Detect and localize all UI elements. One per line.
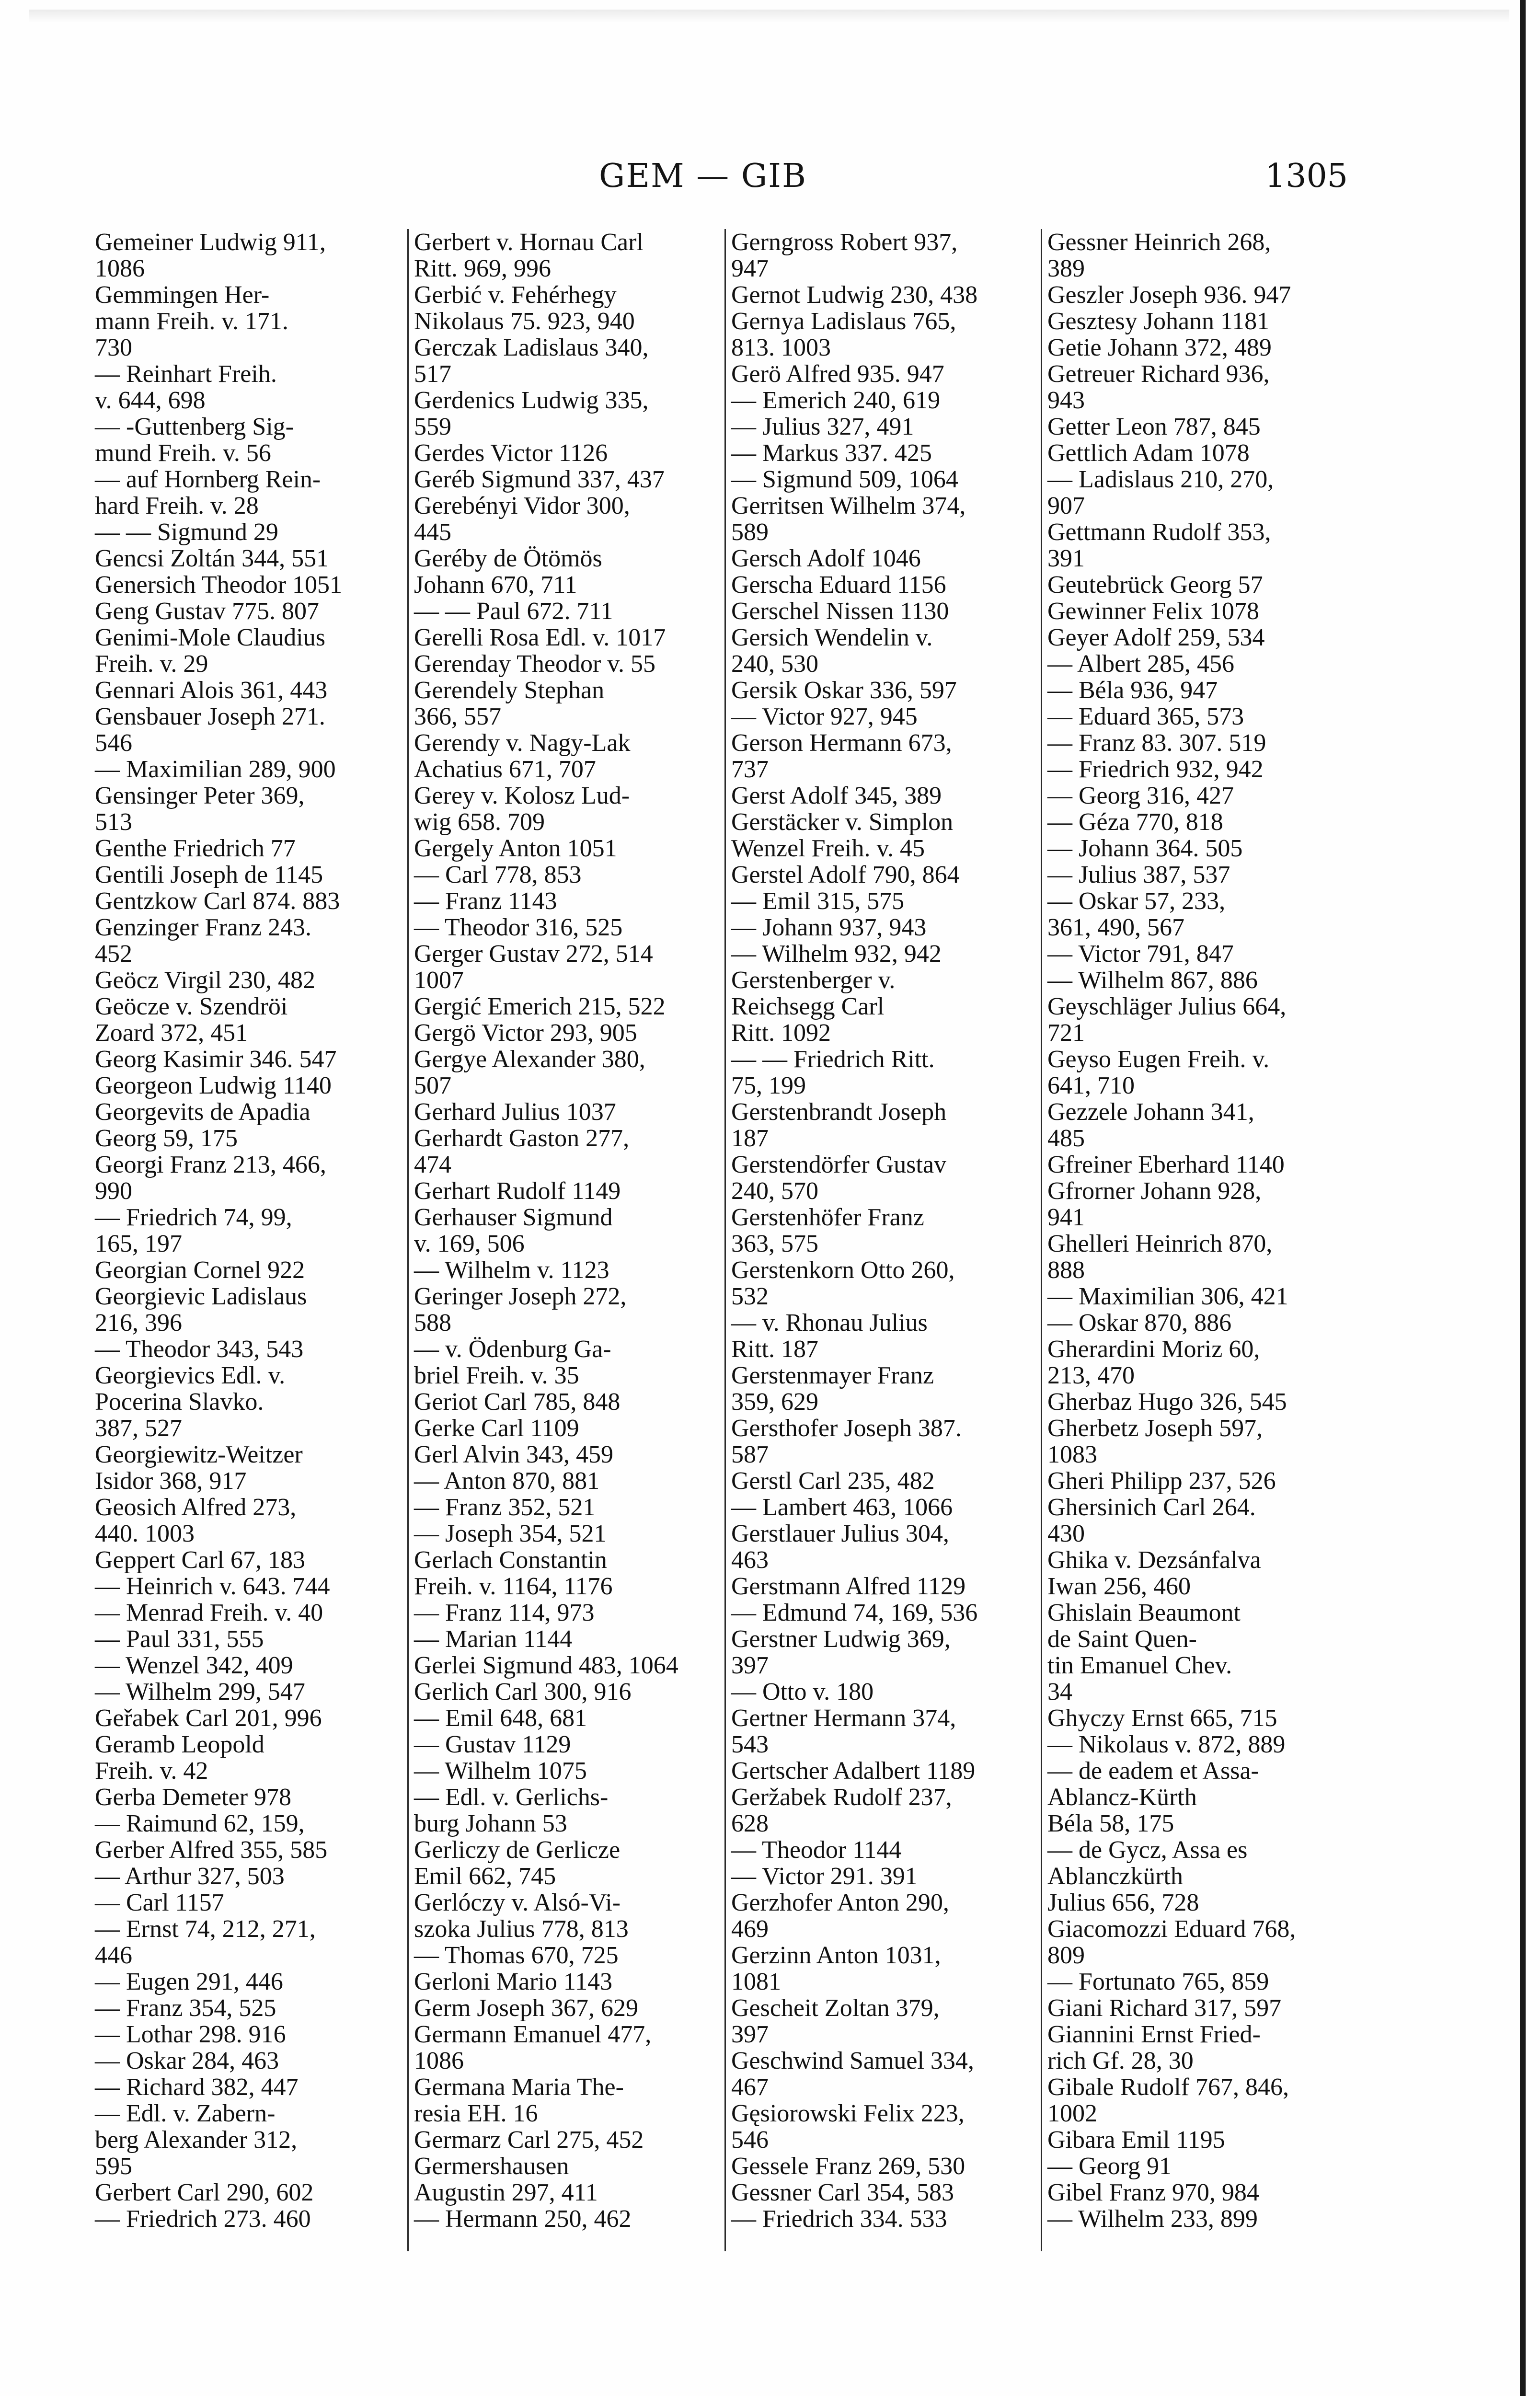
index-entry: — Carl 1157 (95, 1889, 224, 1916)
index-entry: Geyso Eugen Freih. v. 641, 710 (1047, 1046, 1270, 1099)
index-entry: Genimi-Mole Claudius Freih. v. 29 (95, 624, 325, 678)
index-entry: Gibara Emil 1195 (1047, 2126, 1225, 2154)
index-entry: — Wilhelm 932, 942 (731, 940, 942, 968)
index-entry: — auf Hornberg Rein- hard Freih. v. 28 (95, 466, 321, 519)
index-entry: Gernot Ludwig 230, 438 (731, 281, 978, 309)
index-entry: Gerlóczy v. Alsó-Vi- szoka Julius 778, 813 (414, 1889, 629, 1943)
index-entry: Gewinner Felix 1078 (1047, 598, 1259, 625)
index-entry: Gesztesy Johann 1181 (1047, 308, 1270, 335)
index-entry: Ghelleri Heinrich 870, 888 (1047, 1230, 1273, 1284)
index-entry: — Paul 331, 555 (95, 1625, 264, 1653)
index-entry: Gerlach Constantin Freih. v. 1164, 1176 (414, 1546, 613, 1600)
index-entry: — Wilhelm 233, 899 (1047, 2205, 1258, 2233)
index-entry: Ghika v. Dezsánfalva Iwan 256, 460 (1047, 1546, 1261, 1600)
index-entry: — Friedrich 74, 99, 165, 197 (95, 1204, 292, 1257)
index-entry: Gescheit Zoltan 379, 397 (731, 1994, 940, 2048)
index-entry: — Ladislaus 210, 270, 907 (1047, 466, 1274, 519)
index-entry: Gergye Alexander 380, 507 (414, 1046, 645, 1099)
index-entry: — Wilhelm 867, 886 (1047, 967, 1258, 994)
index-entry: Gerhardt Gaston 277, 474 (414, 1125, 630, 1178)
index-entry: Gerdes Victor 1126 (414, 439, 608, 467)
index-entry: Germann Emanuel 477, 1086 (414, 2021, 652, 2074)
index-entry: Gherardini Moriz 60, 213, 470 (1047, 1336, 1260, 1389)
index-entry: — Joseph 354, 521 (414, 1520, 607, 1547)
index-entry: Gheri Philipp 237, 526 (1047, 1467, 1276, 1495)
index-entry: — Lothar 298. 916 (95, 2021, 286, 2048)
index-entry: — Emil 648, 681 (414, 1705, 587, 1732)
index-entry: Gezzele Johann 341, 485 (1047, 1098, 1254, 1152)
index-entry: Getreuer Richard 936, 943 (1047, 360, 1270, 414)
index-entry: — Menrad Freih. v. 40 (95, 1599, 323, 1626)
index-entry: — Johann 937, 943 (731, 914, 927, 941)
index-entry: Geramb Leopold Freih. v. 42 (95, 1731, 264, 1785)
index-entry: — Markus 337. 425 (731, 439, 932, 467)
index-entry: Geyschläger Julius 664, 721 (1047, 993, 1287, 1047)
index-entry: — Theodor 343, 543 (95, 1336, 304, 1363)
index-entry: Gersthofer Joseph 387. 587 (731, 1415, 962, 1468)
index-entry: Gerzinn Anton 1031, 1081 (731, 1942, 941, 1995)
index-entry: Geringer Joseph 272, 588 (414, 1283, 627, 1336)
index-entry: — Eduard 365, 573 (1047, 703, 1244, 730)
page-edge-shadow (29, 10, 1509, 23)
index-entry: Gerl Alvin 343, 459 (414, 1441, 613, 1468)
index-entry: Gęsiorowski Felix 223, 546 (731, 2100, 965, 2154)
index-entry: — Géza 770, 818 (1047, 808, 1223, 836)
index-entry: Genersich Theodor 1051 (95, 571, 343, 599)
index-entry: — Edl. v. Zabern- berg Alexander 312, 595 (95, 2100, 298, 2180)
index-entry: — Friedrich 334. 533 (731, 2205, 947, 2233)
index-entry: Getie Johann 372, 489 (1047, 334, 1272, 361)
index-entry: — Raimund 62, 159, (95, 1810, 305, 1837)
index-entry: Geriot Carl 785, 848 (414, 1388, 621, 1416)
index-entry: Gerstenbrandt Joseph 187 (731, 1098, 947, 1152)
index-entry: Giani Richard 317, 597 (1047, 1994, 1282, 2022)
index-entry: Gerelli Rosa Edl. v. 1017 (414, 624, 666, 651)
index-entry: Gessele Franz 269, 530 (731, 2153, 965, 2180)
index-entry: Gerst Adolf 345, 389 (731, 782, 942, 809)
index-entry: Genzinger Franz 243. 452 (95, 914, 311, 968)
index-entry: — Ernst 74, 212, 271, 446 (95, 1915, 316, 1969)
index-entry: Getter Leon 787, 845 (1047, 413, 1261, 440)
index-entry: Gerzhofer Anton 290, 469 (731, 1889, 949, 1943)
index-entry: Gherbetz Joseph 597, 1083 (1047, 1415, 1263, 1468)
index-entry: Georgian Cornel 922 (95, 1256, 305, 1284)
index-entry: — v. Ödenburg Ga- briel Freih. v. 35 (414, 1336, 611, 1389)
index-entry: Gersich Wendelin v. 240, 530 (731, 624, 933, 678)
index-entry: Giacomozzi Eduard 768, 809 (1047, 1915, 1296, 1969)
index-entry: Germarz Carl 275, 452 (414, 2126, 644, 2154)
index-entry: — Maximilian 289, 900 (95, 756, 336, 783)
index-entry: — Julius 387, 537 (1047, 861, 1230, 888)
index-entry: Gerger Gustav 272, 514 1007 (414, 940, 653, 994)
index-entry: Gerö Alfred 935. 947 (731, 360, 944, 388)
index-entry: Gerhart Rudolf 1149 (414, 1177, 621, 1205)
index-entry: Geréby de Ötömös Johann 670, 711 (414, 545, 602, 599)
index-entry: — Richard 382, 447 (95, 2073, 299, 2101)
index-entry: — Nikolaus v. 872, 889 (1047, 1731, 1286, 1758)
index-entry: Gergely Anton 1051 (414, 835, 617, 862)
index-entry: Geutebrück Georg 57 (1047, 571, 1263, 599)
index-entry: Georg Kasimir 346. 547 (95, 1046, 337, 1073)
index-entry: Gherbaz Hugo 326, 545 (1047, 1388, 1287, 1416)
index-entry: — Julius 327, 491 (731, 413, 914, 440)
index-column-3 (731, 229, 1038, 2232)
index-entry: Gerhauser Sigmund v. 169, 506 (414, 1204, 613, 1257)
index-entry: Giannini Ernst Fried- rich Gf. 28, 30 (1047, 2021, 1261, 2074)
index-column-2 (414, 229, 721, 2232)
index-entry: Geřabek Carl 201, 996 (95, 1705, 322, 1732)
index-entry: Georgievics Edl. v. Pocerina Slavko. 387, 527 (95, 1362, 286, 1442)
index-entry: Gerbert v. Hornau Carl Ritt. 969, 996 (414, 229, 644, 282)
index-entry: Gerloni Mario 1143 (414, 1968, 612, 1995)
index-entry: — Wilhelm v. 1123 (414, 1256, 609, 1284)
index-entry: — Oskar 284, 463 (95, 2047, 279, 2074)
index-entry: Geosich Alfred 273, 440. 1003 (95, 1494, 297, 1547)
index-entry: Gerlich Carl 300, 916 (414, 1678, 632, 1705)
index-entry: Gemeiner Ludwig 911, 1086 (95, 229, 326, 282)
index-entry: Germershausen Augustin 297, 411 (414, 2153, 598, 2206)
index-entry: — -Guttenberg Sig- mund Freih. v. 56 (95, 413, 294, 467)
index-entry: — Oskar 870, 886 (1047, 1309, 1232, 1336)
index-entry: Gettmann Rudolf 353, 391 (1047, 518, 1271, 572)
index-entry: Gerenday Theodor v. 55 (414, 650, 655, 678)
index-entry: — Victor 791, 847 (1047, 940, 1234, 968)
column-divider (407, 229, 409, 2251)
index-entry: — Theodor 1144 (731, 1836, 902, 1864)
index-entry: Geöcz Virgil 230, 482 (95, 967, 316, 994)
index-entry: Gfreiner Eberhard 1140 (1047, 1151, 1285, 1178)
index-entry: Geschwind Samuel 334, 467 (731, 2047, 974, 2101)
index-entry: Geréb Sigmund 337, 437 (414, 466, 665, 493)
index-entry: Geržabek Rudolf 237, 628 (731, 1784, 952, 1837)
index-entry: Germ Joseph 367, 629 (414, 1994, 638, 2022)
index-entry: — v. Rhonau Julius Ritt. 187 (731, 1309, 928, 1363)
index-entry: Gettlich Adam 1078 (1047, 439, 1250, 467)
index-entry: Geyer Adolf 259, 534 (1047, 624, 1265, 651)
index-entry: — Edmund 74, 169, 536 (731, 1599, 978, 1626)
index-entry: — Wenzel 342, 409 (95, 1652, 293, 1679)
index-entry: Gibel Franz 970, 984 (1047, 2179, 1259, 2206)
index-entry: Germana Maria The- resia EH. 16 (414, 2073, 624, 2127)
index-entry: — Reinhart Freih. v. 644, 698 (95, 360, 277, 414)
index-entry: — — Paul 672. 711 (414, 598, 613, 625)
index-entry: Gersik Oskar 336, 597 (731, 677, 957, 704)
index-entry: Gerstenberger v. Reichsegg Carl Ritt. 1092 (731, 967, 896, 1047)
index-entry: Genthe Friedrich 77 (95, 835, 296, 862)
index-entry: Gerngross Robert 937, 947 (731, 229, 958, 282)
running-header: GEM — GIB (599, 157, 807, 195)
index-entry: Geppert Carl 67, 183 (95, 1546, 306, 1574)
index-entry: — Otto v. 180 (731, 1678, 874, 1705)
index-entry: — Friedrich 273. 460 (95, 2205, 311, 2233)
index-entry: — Franz 1143 (414, 887, 557, 915)
index-entry: Georgi Franz 213, 466, 990 (95, 1151, 326, 1205)
index-entry: — Emil 315, 575 (731, 887, 905, 915)
index-entry: — Georg 316, 427 (1047, 782, 1234, 809)
index-entry: — Hermann 250, 462 (414, 2205, 632, 2233)
index-entry: — Victor 291. 391 (731, 1863, 918, 1890)
index-entry: Gerczak Ladislaus 340, 517 (414, 334, 649, 388)
index-entry: — Oskar 57, 233, 361, 490, 567 (1047, 887, 1226, 941)
index-entry: Gersch Adolf 1046 (731, 545, 921, 572)
index-entry: Gerschel Nissen 1130 (731, 598, 949, 625)
index-entry: Georgeon Ludwig 1140 (95, 1072, 332, 1099)
column-divider (1041, 229, 1042, 2251)
index-entry: — Carl 778, 853 (414, 861, 582, 888)
index-entry: — Béla 936, 947 (1047, 677, 1218, 704)
index-entry: — Albert 285, 456 (1047, 650, 1234, 678)
index-entry: Gerbić v. Fehérhegy Nikolaus 75. 923, 940 (414, 281, 635, 335)
index-entry: — Franz 352, 521 (414, 1494, 596, 1521)
index-entry: Geszler Joseph 936. 947 (1047, 281, 1291, 309)
index-entry: Gerstl Carl 235, 482 (731, 1467, 935, 1495)
index-entry: Gerstel Adolf 790, 864 (731, 861, 960, 888)
index-entry: — Friedrich 932, 942 (1047, 756, 1264, 783)
index-entry: Gerdenics Ludwig 335, 559 (414, 387, 649, 440)
index-entry: Gensinger Peter 369, 513 (95, 782, 305, 836)
index-entry: — de eadem et Assa- Ablancz-Kürth Béla 58, 175 (1047, 1757, 1259, 1837)
index-entry: Gerstenmayer Franz 359, 629 (731, 1362, 934, 1416)
index-entry: Gerendely Stephan 366, 557 (414, 677, 605, 730)
index-entry: Gerebényi Vidor 300, 445 (414, 492, 630, 546)
index-entry: Gernya Ladislaus 765, 813. 1003 (731, 308, 956, 361)
index-entry: Gemmingen Her- mann Freih. v. 171. 730 (95, 281, 288, 361)
index-entry: — Anton 870, 881 (414, 1467, 600, 1495)
index-entry: — Eugen 291, 446 (95, 1968, 283, 1995)
index-entry: Gerscha Eduard 1156 (731, 571, 946, 599)
index-entry: Gerson Hermann 673, 737 (731, 729, 952, 783)
index-column-1 (95, 229, 402, 2232)
index-entry: Gencsi Zoltán 344, 551 (95, 545, 329, 572)
index-entry: Gerritsen Wilhelm 374, 589 (731, 492, 966, 546)
index-entry: Gentili Joseph de 1145 (95, 861, 323, 888)
index-entry: Gerendy v. Nagy-Lak Achatius 671, 707 (414, 729, 631, 783)
index-entry: — — Friedrich Ritt. 75, 199 (731, 1046, 935, 1099)
index-entry: — Lambert 463, 1066 (731, 1494, 953, 1521)
index-column-4 (1047, 229, 1364, 2232)
index-entry: Gerstmann Alfred 1129 (731, 1573, 966, 1600)
index-entry: Gerstenkorn Otto 260, 532 (731, 1256, 955, 1310)
index-entry: Ghersinich Carl 264. 430 (1047, 1494, 1256, 1547)
index-entry: Gentzkow Carl 874. 883 (95, 887, 340, 915)
index-entry: — Theodor 316, 525 (414, 914, 623, 941)
index-entry: Gerbert Carl 290, 602 (95, 2179, 314, 2206)
index-entry: Gertscher Adalbert 1189 (731, 1757, 976, 1785)
index-entry: Gerhard Julius 1037 (414, 1098, 616, 1126)
index-entry: Gessner Heinrich 268, 389 (1047, 229, 1271, 282)
index-entry: — Emerich 240, 619 (731, 387, 941, 414)
index-entry: Georgiewitz-Weitzer Isidor 368, 917 (95, 1441, 303, 1495)
index-entry: — Franz 354, 525 (95, 1994, 276, 2022)
index-entry: Gerstäcker v. Simplon Wenzel Freih. v. 45 (731, 808, 954, 862)
index-entry: Gerstlauer Julius 304, 463 (731, 1520, 949, 1574)
index-entry: Gessner Carl 354, 583 (731, 2179, 954, 2206)
index-entry: Geng Gustav 775. 807 (95, 598, 319, 625)
page-number: 1305 (1265, 157, 1348, 195)
index-entry: — Franz 114, 973 (414, 1599, 595, 1626)
index-entry: — Victor 927, 945 (731, 703, 918, 730)
page-edge-rule (1520, 0, 1526, 2396)
index-entry: — Edl. v. Gerlichs- burg Johann 53 (414, 1784, 609, 1837)
index-entry: Gergö Victor 293, 905 (414, 1019, 637, 1047)
index-entry: Gerliczy de Gerlicze Emil 662, 745 (414, 1836, 621, 1890)
index-entry: Gfrorner Johann 928, 941 (1047, 1177, 1262, 1231)
index-entry: — Wilhelm 1075 (414, 1757, 587, 1785)
index-entry: Gerba Demeter 978 (95, 1784, 292, 1811)
index-entry: — Georg 91 (1047, 2153, 1172, 2180)
column-divider (724, 229, 726, 2251)
index-entry: — Thomas 670, 725 (414, 1942, 619, 1969)
index-entry: Gibale Rudolf 767, 846, 1002 (1047, 2073, 1289, 2127)
index-entry: Gerstendörfer Gustav 240, 570 (731, 1151, 947, 1205)
index-entry: — Heinrich v. 643. 744 (95, 1573, 330, 1600)
index-entry: — Marian 1144 (414, 1625, 573, 1653)
index-entry: — — Sigmund 29 (95, 518, 278, 546)
index-entry: — Sigmund 509, 1064 (731, 466, 958, 493)
index-entry: — Arthur 327, 503 (95, 1863, 285, 1890)
index-entry: — Wilhelm 299, 547 (95, 1678, 305, 1705)
index-entry: Gerstner Ludwig 369, 397 (731, 1625, 951, 1679)
index-entry: — Fortunato 765, 859 (1047, 1968, 1269, 1995)
index-entry: — de Gycz, Assa es Ablanczkürth Julius 656, 728 (1047, 1836, 1248, 1916)
index-entry: Geöcze v. Szendröi Zoard 372, 451 (95, 993, 288, 1047)
index-entry: Ghyczy Ernst 665, 715 (1047, 1705, 1277, 1732)
index-entry: Gergić Emerich 215, 522 (414, 993, 666, 1020)
index-entry: — Gustav 1129 (414, 1731, 571, 1758)
index-entry: Gerstenhöfer Franz 363, 575 (731, 1204, 924, 1257)
index-entry: Georgevits de Apadia Georg 59, 175 (95, 1098, 310, 1152)
index-entry: Gerke Carl 1109 (414, 1415, 579, 1442)
index-entry: Gertner Hermann 374, 543 (731, 1705, 956, 1758)
index-entry: Gerlei Sigmund 483, 1064 (414, 1652, 678, 1679)
index-entry: Gerey v. Kolosz Lud- wig 658. 709 (414, 782, 630, 836)
index-entry: Gerber Alfred 355, 585 (95, 1836, 328, 1864)
index-entry: Georgievic Ladislaus 216, 396 (95, 1283, 307, 1336)
index-entry: Gennari Alois 361, 443 (95, 677, 328, 704)
index-entry: — Maximilian 306, 421 (1047, 1283, 1288, 1310)
index-entry: Ghislain Beaumont de Saint Quen- tin Emanuel Chev. 34 (1047, 1599, 1241, 1705)
index-entry: — Johann 364. 505 (1047, 835, 1243, 862)
index-entry: — Franz 83. 307. 519 (1047, 729, 1266, 757)
index-entry: Gensbauer Joseph 271. 546 (95, 703, 325, 757)
